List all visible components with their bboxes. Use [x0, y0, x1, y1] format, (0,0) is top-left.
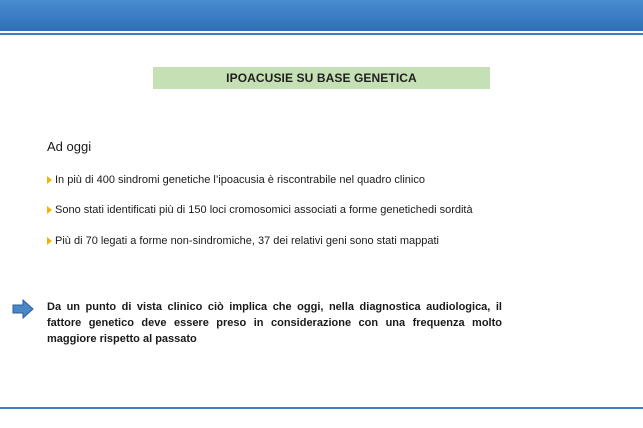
bullet-text: Sono stati identificati più di 150 loci cromosomici associati a forme genetichedi sordità — [55, 204, 473, 216]
bullet-item — [47, 235, 439, 247]
header-divider — [0, 33, 643, 35]
header-band — [0, 0, 643, 31]
bullet-text: In più di 400 sindromi genetiche l’ipoacusia è riscontrabile nel quadro clinico — [55, 174, 425, 186]
triangle-bullet-icon — [47, 237, 52, 245]
bullet-item — [47, 174, 425, 186]
slide-subtitle: Ad oggi — [47, 139, 92, 154]
conclusion-text: Da un punto di vista clinico ciò implica che oggi, nella diagnostica audiologica, il fattore genetico deve essere preso in considerazione con una frequenza molto maggiore rispetto al passato — [47, 301, 502, 345]
slide-title — [153, 67, 490, 89]
triangle-bullet-icon — [47, 206, 52, 214]
footer-divider — [0, 407, 643, 409]
bullet-text: Più di 70 legati a forme non-sindromiche, 37 dei relativi geni sono stati mappati — [55, 235, 439, 247]
bullet-item — [47, 204, 473, 216]
slide-title-text: IPOACUSIE SU BASE GENETICA — [226, 71, 417, 85]
arrow-right-icon — [12, 299, 34, 319]
triangle-bullet-icon — [47, 176, 52, 184]
